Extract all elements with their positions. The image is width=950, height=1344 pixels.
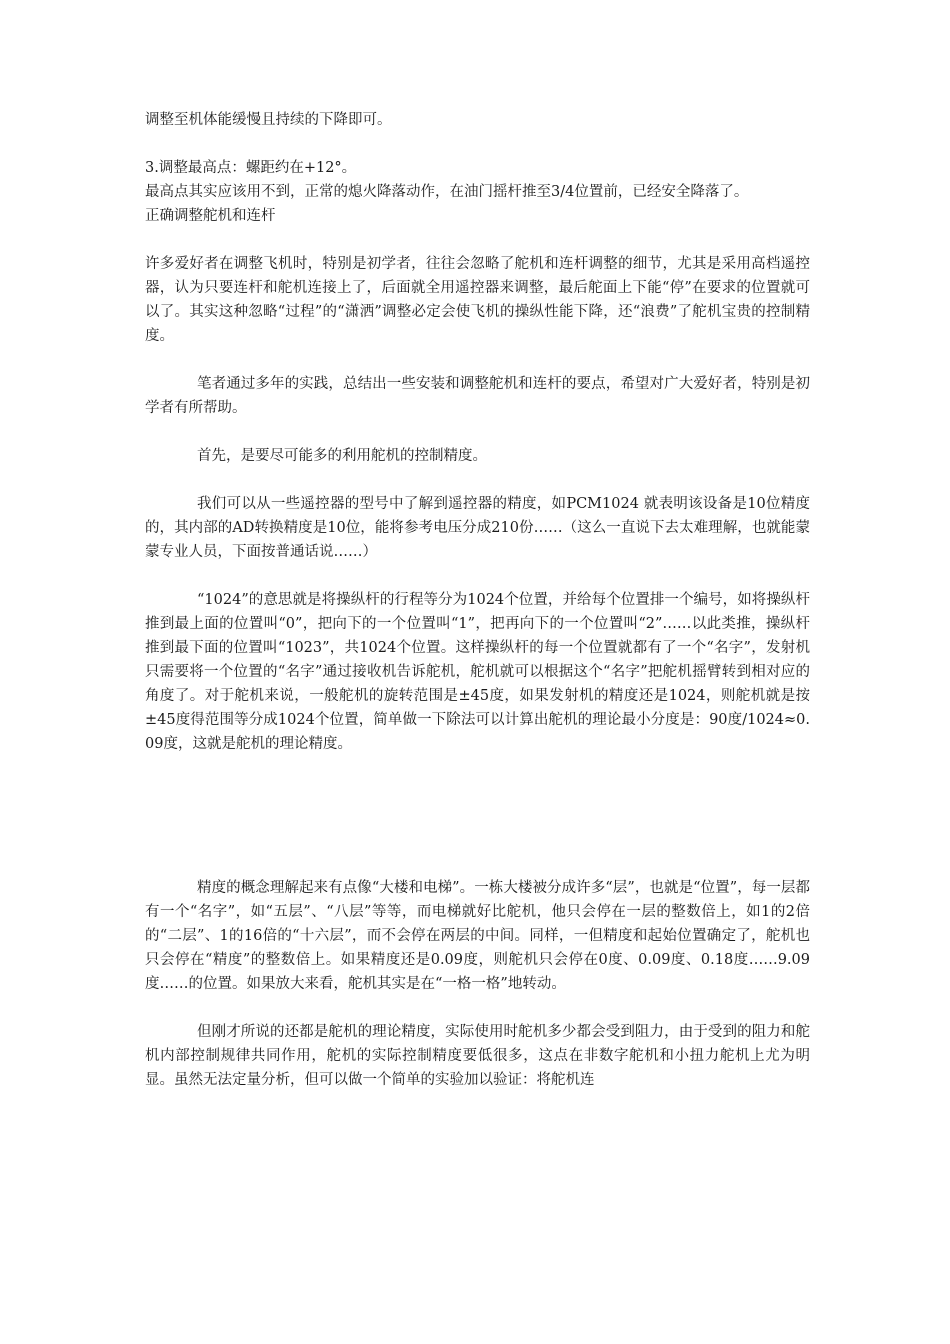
paragraph-highest-point: 最高点其实应该用不到，正常的熄火降落动作，在油门摇杆推至3/4位置前，已经安全降落了。 — [145, 184, 749, 200]
paragraph-author-experience: 笔者通过多年的实践，总结出一些安装和调整舵机和连杆的要点，希望对广大爱好者，特别是初学者有所帮助。 — [145, 376, 810, 416]
spacer — [145, 348, 810, 372]
spacer — [145, 228, 810, 252]
document-body — [145, 108, 810, 1092]
spacer — [145, 468, 810, 492]
paragraph-actual-precision: 但刚才所说的还都是舵机的理论精度，实际使用时舵机多少都会受到阻力，由于受到的阻力和舵机内部控制规律共同作用，舵机的实际控制精度要低很多，这点在非数字舵机和小扭力舵机上尤为明显。虽然无法定量分析，但可以做一个简单的实验加以验证：将舵机连 — [145, 1024, 810, 1088]
section-heading: 正确调整舵机和连杆 — [145, 208, 276, 224]
paragraph-descent: 调整至机体能缓慢且持续的下降即可。 — [145, 112, 392, 128]
spacer — [145, 420, 810, 444]
step-3-title: 3.调整最高点：螺距约在+12°。 — [145, 160, 357, 176]
paragraph-1024-meaning: “1024”的意思就是将操纵杆的行程等分为1024个位置，并给每个位置排一个编号，如将操纵杆推到最上面的位置叫“0”，把向下的一个位置叫“1”，把再向下的一个位置叫“2”……以此类推，操纵杆推到最下面的位置叫“1023”，共1024个位置。这样操纵杆的每一个位置就都有了一个“名字”，发射机只需要将一个位置的“名字”通过接收机告诉舵机，舵机就可以根据这个“名字”把舵机摇臂转到相对应的角度了。对于舵机来说，一般舵机的旋转范围是±45度，如果发射机的精度还是1024，则舵机就是按±45度得范围等分成1024个位置，简单做一下除法可以计算出舵机的理论最小分度是：90度/1024≈0.09度，这就是舵机的理论精度。 — [145, 592, 810, 752]
paragraph-precision-model: 我们可以从一些遥控器的型号中了解到遥控器的精度，如PCM1024 就表明该设备是10位精度的，其内部的AD转换精度是10位，能将参考电压分成210份……（这么一直说下去太难理解，也就能蒙蒙专业人员，下面按普通话说……） — [145, 496, 810, 560]
spacer — [145, 564, 810, 588]
spacer-large — [145, 756, 810, 876]
spacer — [145, 132, 810, 156]
paragraph-first-point: 首先，是要尽可能多的利用舵机的控制精度。 — [197, 448, 487, 464]
paragraph-elevator-analogy: 精度的概念理解起来有点像“大楼和电梯”。一栋大楼被分成许多“层”，也就是“位置”，每一层都有一个“名字”，如“五层”、“八层”等等，而电梯就好比舵机，他只会停在一层的整数倍上，如1的2倍的“二层”、1的16倍的“十六层”，而不会停在两层的中间。同样，一但精度和起始位置确定了，舵机也只会停在“精度”的整数倍上。如果精度还是0.09度，则舵机只会停在0度、0.09度、0.18度……9.09度……的位置。如果放大来看，舵机其实是在“一格一格”地转动。 — [145, 880, 810, 992]
paragraph-intro: 许多爱好者在调整飞机时，特别是初学者，往往会忽略了舵机和连杆调整的细节，尤其是采用高档遥控器，认为只要连杆和舵机连接上了，后面就全用遥控器来调整，最后舵面上下能“停”在要求的位置就可以了。其实这种忽略“过程”的“潇洒”调整必定会使飞机的操纵性能下降，还“浪费”了舵机宝贵的控制精度。 — [145, 256, 810, 344]
spacer — [145, 996, 810, 1020]
